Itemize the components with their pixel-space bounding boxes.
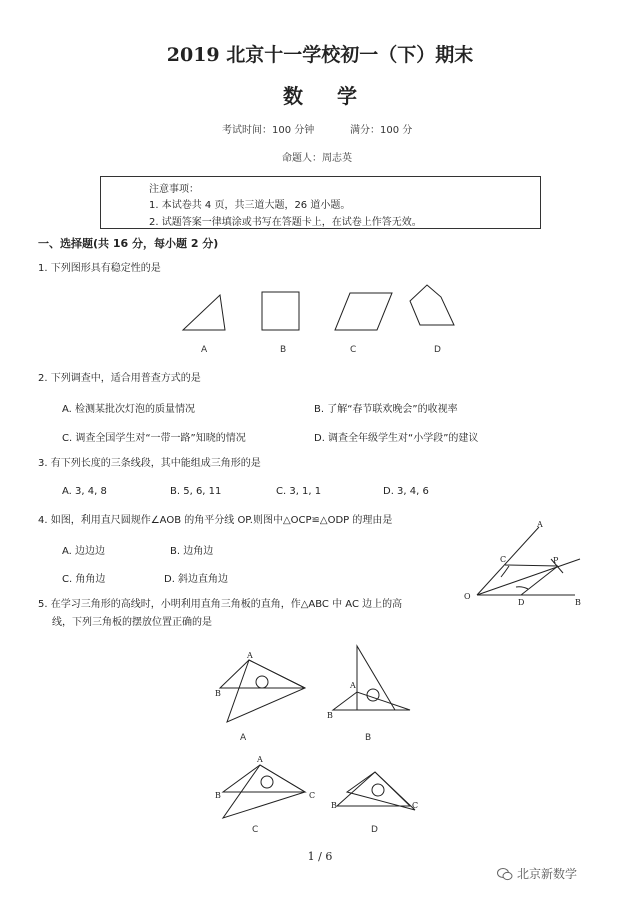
- page-number: 1 / 6: [307, 850, 333, 863]
- author: 命题人：周志英: [282, 153, 352, 164]
- set-square-hole: [367, 689, 379, 701]
- point-label-o: O: [464, 592, 471, 601]
- option-label: D: [371, 825, 378, 835]
- option-label: C: [252, 825, 259, 835]
- option-d: D. 斜边直角边: [164, 574, 229, 585]
- notice-heading: 注意事项：: [149, 184, 199, 195]
- shape-parallelogram: [335, 293, 392, 330]
- option-c: C. 调查全国学生对“一带一路”知晓的情况: [62, 433, 246, 444]
- question-3: 3. 有下列长度的三条线段，其中能组成三角形的是: [38, 458, 261, 469]
- vertex-label: A: [247, 651, 253, 660]
- set-square-hole: [372, 784, 384, 796]
- ray-oa: [477, 527, 539, 595]
- shape-square: [262, 292, 299, 330]
- question-1: 1. 下列图形具有稳定性的是: [38, 263, 161, 274]
- wechat-icon: [497, 866, 513, 880]
- option-a: A. 检测某批次灯泡的质量情况: [62, 404, 196, 415]
- exam-time: 考试时间：100 分钟: [222, 125, 315, 136]
- triangle-abc-d: [337, 772, 410, 806]
- vertex-label: C: [309, 791, 316, 800]
- option-a: A. 3, 4, 8: [62, 486, 107, 497]
- vertex-label: B: [215, 689, 221, 698]
- option-label: B: [280, 345, 287, 355]
- set-square-hole: [256, 676, 268, 688]
- arc-mark: [516, 587, 528, 589]
- option-b: B. 边角边: [170, 546, 214, 557]
- option-a: A. 边边边: [62, 546, 106, 557]
- vertex-label: A: [350, 681, 356, 690]
- q4-angle-bisector-figure: [455, 515, 595, 610]
- option-b: B. 5, 6, 11: [170, 486, 222, 497]
- option-c: C. 角角边: [62, 574, 106, 585]
- option-c: C. 3, 1, 1: [276, 486, 322, 497]
- section-title: 一、选择题(共 16 分，每小题 2 分): [38, 237, 219, 250]
- point-label-b: B: [575, 598, 581, 607]
- point-label-p: P: [553, 556, 559, 565]
- segment-dp: [521, 566, 558, 595]
- notice-item: 1. 本试卷共 4 页，共三道大题，26 道小题。: [149, 200, 351, 211]
- set-square-hole: [261, 776, 273, 788]
- option-label: A: [201, 345, 208, 355]
- point-label-a: A: [537, 520, 543, 529]
- full-score: 满分：100 分: [350, 125, 413, 136]
- vertex-label: B: [327, 711, 333, 720]
- option-label: A: [240, 733, 247, 743]
- option-d: D. 调查全年级学生对“小学段”的建议: [314, 433, 479, 444]
- notice-item: 2. 试题答案一律填涂或书写在答题卡上，在试卷上作答无效。: [149, 217, 422, 228]
- set-square-d: [347, 772, 415, 810]
- triangle-abc-c: [223, 765, 305, 792]
- vertex-label: B: [215, 791, 221, 800]
- option-d: D. 3, 4, 6: [383, 486, 429, 497]
- q5-set-square-figures: [205, 640, 425, 840]
- question-5-continued: 线，下列三角板的摆放位置正确的是: [52, 617, 212, 628]
- vertex-label: C: [412, 801, 419, 810]
- option-label: B: [365, 733, 372, 743]
- question-2: 2. 下列调查中，适合用普查方式的是: [38, 373, 201, 384]
- segment-cp: [505, 565, 558, 566]
- point-label-d: D: [518, 598, 525, 607]
- shape-pentagon: [410, 285, 454, 325]
- vertex-label: A: [257, 755, 263, 764]
- shape-triangle: [183, 295, 225, 330]
- option-label: C: [350, 345, 357, 355]
- triangle-abc-a: [220, 660, 305, 688]
- option-label: D: [434, 345, 441, 355]
- vertex-label: B: [331, 801, 337, 810]
- paper-title: 2019 北京十一学校初一（下）期末: [166, 44, 474, 66]
- option-b: B. 了解“春节联欢晚会”的收视率: [314, 404, 458, 415]
- subject-title: 数学: [283, 84, 391, 108]
- question-5: 5. 在学习三角形的高线时，小明利用直角三角板的直角，作△ABC 中 AC 边上的高: [38, 599, 403, 610]
- watermark-text: 北京新数学: [517, 867, 578, 881]
- q1-shapes-figure: [170, 280, 470, 340]
- question-4: 4. 如图，利用直尺圆规作∠AOB 的角平分线 OP.则图中△OCP≌△ODP 的理由是: [38, 515, 393, 526]
- point-label-c: C: [500, 555, 507, 564]
